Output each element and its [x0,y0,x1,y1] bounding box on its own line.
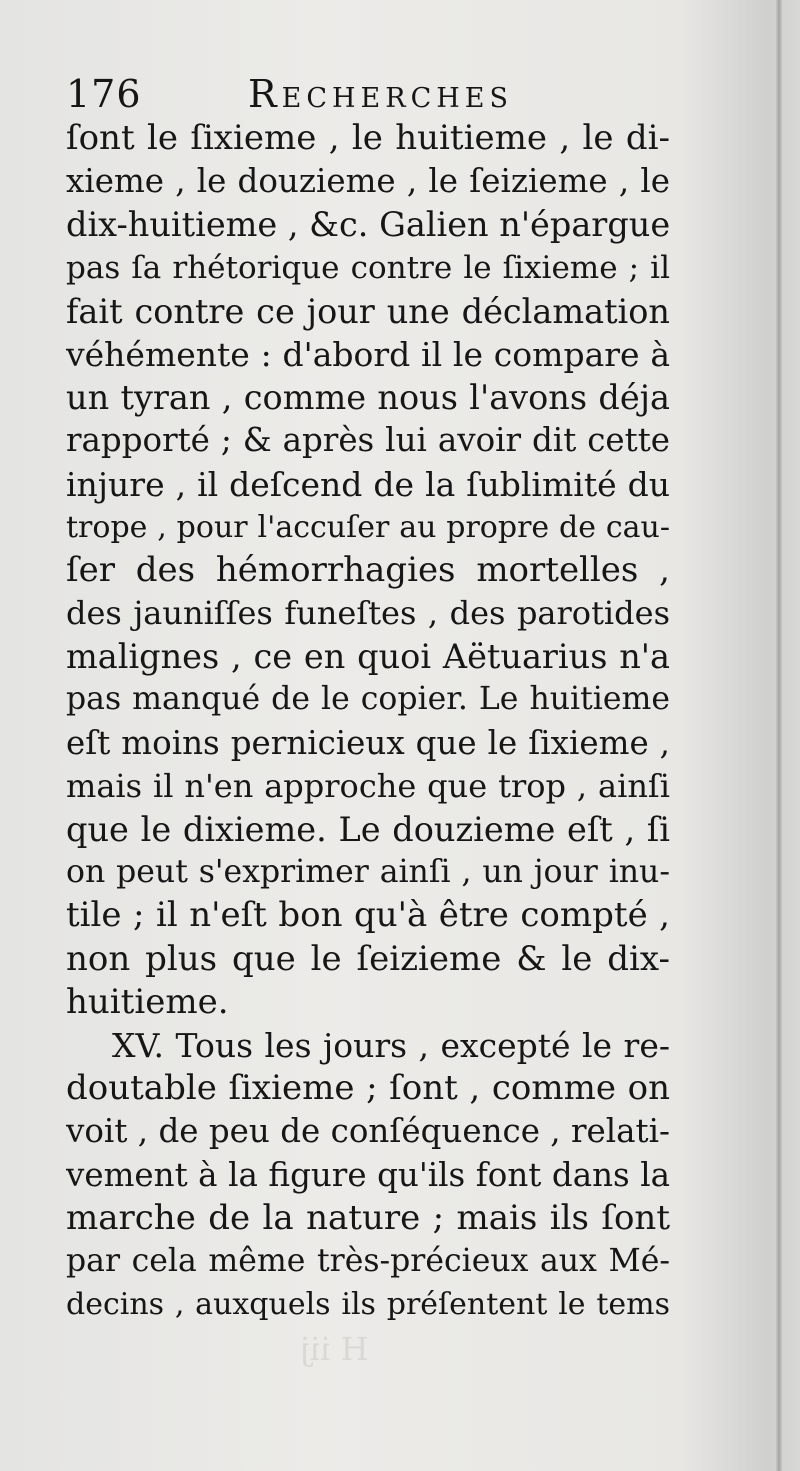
running-head: Recherches [248,72,513,116]
text-line: ſer des hémorrhagies mortelles , [66,549,670,590]
text-line: dix-huitieme , &c. Galien n'épargue [66,205,670,245]
text-line: doutable ſixieme ; ſont , comme on [66,1068,670,1109]
text-line: non plus que le ſeizieme & le dix- [66,938,670,979]
bleed-through-text: H iij [300,1330,369,1368]
text-line: véhémente : d'abord il le compare à [66,334,670,374]
text-line: fait contre ce jour une déclamation [66,291,670,331]
page-header [66,68,666,120]
text-line: voit , de peu de conſéquence , relati- [66,1112,670,1151]
page-number: 176 [66,72,142,116]
page-gutter [776,0,782,1471]
text-line: xieme , le douzieme , le ſeizieme , le [66,162,670,201]
text-line: trope , pour l'accuſer au propre de cau- [66,509,670,545]
text-line: des jauniſſes funeſtes , des parotides [66,594,670,633]
text-line: malignes , ce en quoi Aëtuarius n'a [66,637,670,677]
text-line: mais il n'en approche que trop , ainſi [66,766,670,805]
text-line: injure , il deſcend de la ſublimité du [66,464,670,504]
text-line: marche de la nature ; mais ils ſont [66,1197,670,1238]
text-line: tile ; il n'eſt bon qu'à être compté , [66,895,670,936]
text-line: un tyran , comme nous l'avons déja [66,378,670,418]
text-line: pas ſa rhétorique contre le ſixieme ; il [66,249,670,286]
text-line: huitieme. [66,981,229,1022]
text-line: par cela même très-précieux aux Mé- [66,1242,670,1279]
text-line: vement à la figure qu'ils font dans la [66,1155,670,1194]
text-line: eſt moins pernicieux que le ſixieme , [66,723,670,762]
text-line: que le dixieme. Le douzieme eſt , ſi [66,810,670,849]
paragraph-start-line: XV. Tous les jours , excepté le re- [112,1025,670,1065]
text-line: on peut s'exprimer ainſi , un jour inu- [66,854,670,891]
text-line: pas manqué de le copier. Le huitieme [66,681,670,718]
text-line: ſont le ſixieme , le huitieme , le di- [66,118,670,158]
text-line: rapporté ; & après lui avoir dit cette [66,421,670,460]
text-line: decins , auxquels ils préſentent le tems [66,1287,670,1323]
body-text [66,117,670,1326]
